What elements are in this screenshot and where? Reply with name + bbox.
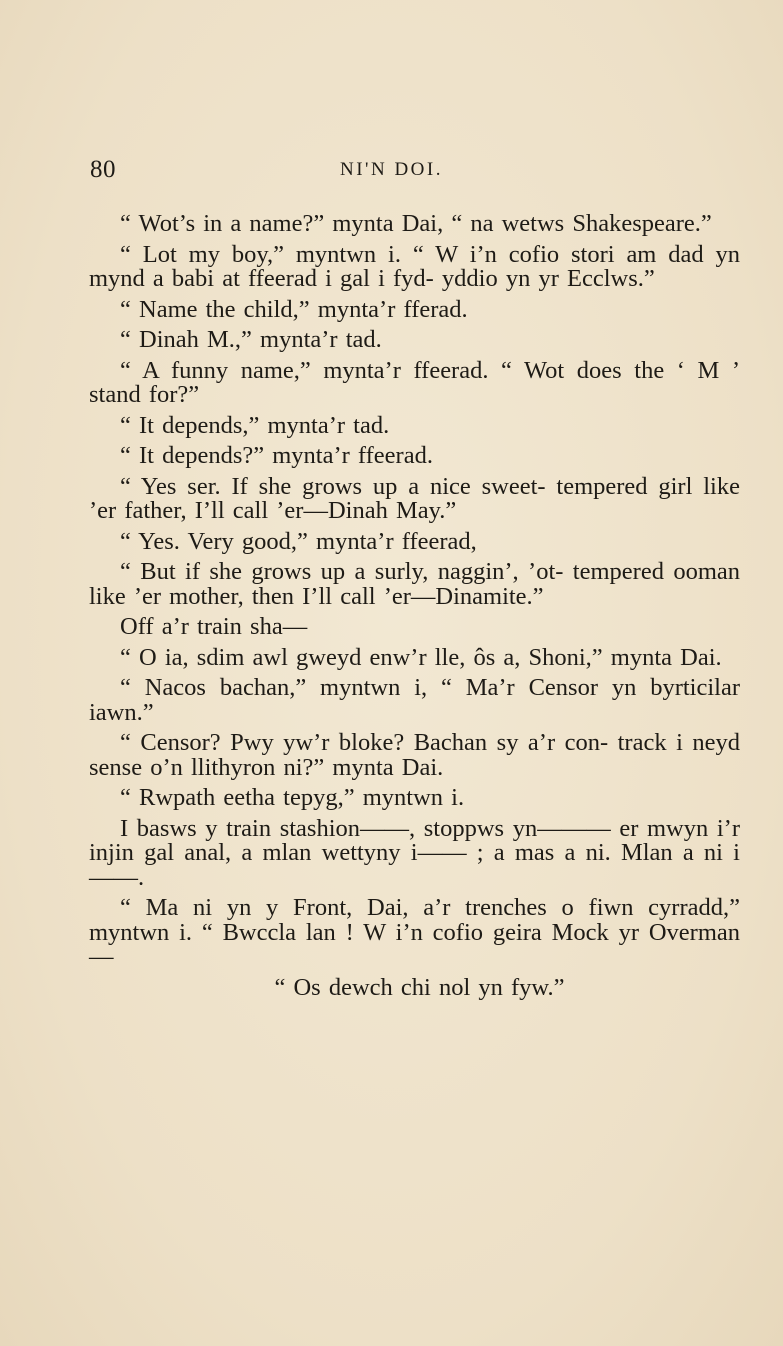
paragraph-9: “ Yes. Very good,” mynta’r ffeerad,: [120, 527, 477, 555]
paragraph-13: “ Nacos bachan,” myntwn i, “ Ma’r Censor yn byrticilar iawn.”: [89, 674, 740, 726]
paragraph-1: “ Wot’s in a name?” mynta Dai, “ na wetws Shakespeare.”: [120, 210, 712, 237]
paragraph-16: I basws y train stashion——, stoppws yn——— er mwyn i’r injin gal anal, a mlan wettyny i—— ; a mas a ni. Mlan a ni i ——.: [89, 814, 740, 891]
page-header: [90, 156, 740, 190]
paragraph-14: “ Censor? Pwy yw’r bloke? Bachan sy a’r con- track i neyd sense o’n llithyron ni?” mynta Dai.: [89, 729, 740, 781]
paragraph-12: “ O ia, sdim awl gweyd enw’r lle, ôs a, Shoni,” mynta Dai.: [120, 643, 722, 671]
paragraph-5: “ A funny name,” mynta’r ffeerad. “ Wot does the ‘ M ’ stand for?”: [89, 356, 740, 408]
paragraph-3: “ Name the child,” mynta’r fferad.: [120, 295, 468, 323]
paragraph-15: “ Rwpath eetha tepyg,” myntwn i.: [120, 784, 465, 811]
paragraph-7: “ It depends?” mynta’r ffeerad.: [120, 442, 433, 469]
body-text: [89, 212, 740, 1006]
paragraph-4: “ Dinah M.,” mynta’r tad.: [120, 326, 382, 353]
paragraph-8: “ Yes ser. If she grows up a nice sweet- tempered girl like ’er father, I’ll call ’er—Dinah May.”: [89, 472, 740, 524]
paragraph-18: “ Os dewch chi nol yn fyw.”: [274, 973, 565, 1001]
running-title: NI'N DOI.: [340, 159, 443, 180]
paragraph-6: “ It depends,” mynta’r tad.: [120, 411, 390, 439]
paragraph-2: “ Lot my boy,” myntwn i. “ W i’n cofio stori am dad yn mynd a babi at ffeerad i gal i fyd- yddio yn yr Ecclws.”: [89, 240, 740, 292]
paragraph-10: “ But if she grows up a surly, naggin’, ’ot- tempered ooman like ’er mother, then I’ll call ’er—Dinamite.”: [89, 558, 740, 610]
page-number: 80: [90, 156, 116, 183]
paragraph-17: “ Ma ni yn y Front, Dai, a’r trenches o fiwn cyrradd,” myntwn i. “ Bwccla lan ! W i’n cofio geira Mock yr Overman—: [89, 894, 740, 970]
paragraph-11: Off a’r train sha—: [120, 613, 308, 640]
